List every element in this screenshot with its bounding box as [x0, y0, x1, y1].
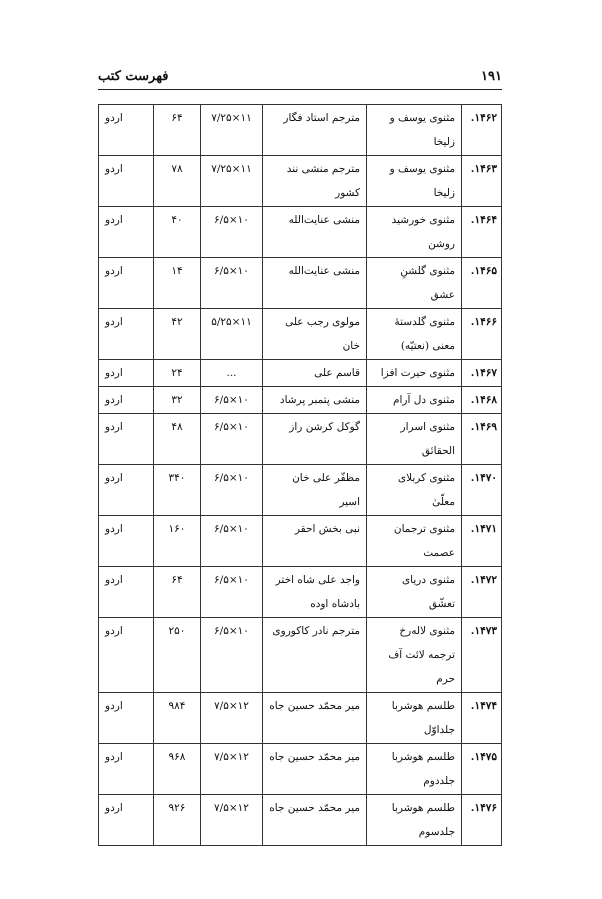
- page-count: ۷۸: [154, 156, 201, 207]
- table-row: [99, 309, 502, 360]
- book-language: اردو: [99, 744, 154, 795]
- page-count: ۴۸: [154, 414, 201, 465]
- page-count: ۳۴۰: [154, 465, 201, 516]
- book-size: ۱۰×۶/۵: [201, 567, 263, 618]
- book-title: مثنوی حیرت افزا: [367, 360, 462, 387]
- entry-number: ۱۴۶۲.: [462, 105, 502, 156]
- book-language: اردو: [99, 309, 154, 360]
- book-author: قاسم علی: [263, 360, 367, 387]
- header-rule: [98, 89, 502, 90]
- table-row: [99, 207, 502, 258]
- table-row: [99, 258, 502, 309]
- page-count: ۹۲۶: [154, 795, 201, 846]
- book-title: مثنوی یوسف و زلیخا: [367, 105, 462, 156]
- entry-number: ۱۴۶۴.: [462, 207, 502, 258]
- book-title: مثنوی لالەرخ ترجمه لائت آف حرم: [367, 618, 462, 693]
- table-row: [99, 414, 502, 465]
- book-author: مترجم استاد فگار: [263, 105, 367, 156]
- book-language: اردو: [99, 795, 154, 846]
- table-row: [99, 465, 502, 516]
- page-title: فهرست کتب: [98, 68, 169, 84]
- book-language: اردو: [99, 567, 154, 618]
- book-author: گوکل کرشن راز: [263, 414, 367, 465]
- catalog-body: [99, 105, 502, 846]
- book-title: مثنوی گلشنِ عشق: [367, 258, 462, 309]
- table-row: [99, 567, 502, 618]
- table-row: [99, 156, 502, 207]
- book-language: اردو: [99, 258, 154, 309]
- table-row: [99, 360, 502, 387]
- book-title: مثنوی اسرار الحقائق: [367, 414, 462, 465]
- page-count: ۶۴: [154, 567, 201, 618]
- book-size: ۱۰×۶/۵: [201, 516, 263, 567]
- page-count: ۳۲: [154, 387, 201, 414]
- book-title: طلسم هوشربا جلداوّل: [367, 693, 462, 744]
- book-size: ۱۱×۷/۲۵: [201, 156, 263, 207]
- book-author: مولوی رجب علی خان: [263, 309, 367, 360]
- book-language: اردو: [99, 105, 154, 156]
- book-size: ۱۰×۶/۵: [201, 258, 263, 309]
- book-title: مثنوی گلدستهٔ معنی (نعتیّه): [367, 309, 462, 360]
- book-language: اردو: [99, 516, 154, 567]
- book-author: مظفّر علی خان اسیر: [263, 465, 367, 516]
- book-author: منشی عنایت‌الله: [263, 258, 367, 309]
- book-language: اردو: [99, 156, 154, 207]
- book-title: طلسم هوشربا جلددوم: [367, 744, 462, 795]
- entry-number: ۱۴۶۸.: [462, 387, 502, 414]
- table-row: [99, 693, 502, 744]
- book-title: مثنوی دریای تعشّق: [367, 567, 462, 618]
- book-language: اردو: [99, 414, 154, 465]
- book-language: اردو: [99, 207, 154, 258]
- entry-number: ۱۴۷۴.: [462, 693, 502, 744]
- table-row: [99, 387, 502, 414]
- table-row: [99, 795, 502, 846]
- book-author: واجد علی شاه اختر بادشاه اوده: [263, 567, 367, 618]
- book-catalog-table: [98, 104, 502, 846]
- entry-number: ۱۴۶۶.: [462, 309, 502, 360]
- book-size: ۱۰×۶/۵: [201, 414, 263, 465]
- book-language: اردو: [99, 618, 154, 693]
- entry-number: ۱۴۷۱.: [462, 516, 502, 567]
- book-author: مترجم نادر کاکوروی: [263, 618, 367, 693]
- book-author: میر محمّد حسین جاه: [263, 795, 367, 846]
- book-size: ۱۰×۶/۵: [201, 387, 263, 414]
- entry-number: ۱۴۶۳.: [462, 156, 502, 207]
- book-size: ۱۰×۶/۵: [201, 207, 263, 258]
- table-row: [99, 744, 502, 795]
- entry-number: ۱۴۷۰.: [462, 465, 502, 516]
- book-title: مثنوی کربلای معلّیٰ: [367, 465, 462, 516]
- book-size: ...: [201, 360, 263, 387]
- page-count: ۶۴: [154, 105, 201, 156]
- book-author: میر محمّد حسین جاه: [263, 693, 367, 744]
- table-row: [99, 516, 502, 567]
- entry-number: ۱۴۷۳.: [462, 618, 502, 693]
- book-title: مثنوی ترجمان عصمت: [367, 516, 462, 567]
- book-title: مثنوی خورشید روشن: [367, 207, 462, 258]
- book-author: منشی عنایت‌الله: [263, 207, 367, 258]
- book-size: ۱۲×۷/۵: [201, 744, 263, 795]
- entry-number: ۱۴۶۷.: [462, 360, 502, 387]
- book-title: مثنوی یوسف و زلیخا: [367, 156, 462, 207]
- book-size: ۱۱×۷/۲۵: [201, 105, 263, 156]
- book-title: طلسم هوشربا جلدسوم: [367, 795, 462, 846]
- page-count: ۲۵۰: [154, 618, 201, 693]
- book-language: اردو: [99, 465, 154, 516]
- entry-number: ۱۴۶۹.: [462, 414, 502, 465]
- page-count: ۹۸۴: [154, 693, 201, 744]
- page-count: ۹۶۸: [154, 744, 201, 795]
- book-author: مترجم منشی نند کشور: [263, 156, 367, 207]
- book-author: منشی پتمبر پرشاد: [263, 387, 367, 414]
- book-size: ۱۰×۶/۵: [201, 618, 263, 693]
- page-number: ۱۹۱: [481, 68, 502, 84]
- page-count: ۱۶۰: [154, 516, 201, 567]
- book-size: ۱۰×۶/۵: [201, 465, 263, 516]
- book-author: میر محمّد حسین جاه: [263, 744, 367, 795]
- book-language: اردو: [99, 693, 154, 744]
- entry-number: ۱۴۷۶.: [462, 795, 502, 846]
- book-title: مثنوی دل آرام: [367, 387, 462, 414]
- table-row: [99, 618, 502, 693]
- entry-number: ۱۴۷۲.: [462, 567, 502, 618]
- page-count: ۴۰: [154, 207, 201, 258]
- page-count: ۱۴: [154, 258, 201, 309]
- book-size: ۱۲×۷/۵: [201, 693, 263, 744]
- page-header: [98, 64, 502, 88]
- book-size: ۱۲×۷/۵: [201, 795, 263, 846]
- book-language: اردو: [99, 360, 154, 387]
- book-size: ۱۱×۵/۲۵: [201, 309, 263, 360]
- entry-number: ۱۴۷۵.: [462, 744, 502, 795]
- page-count: ۴۲: [154, 309, 201, 360]
- book-author: نبی بخش احقر: [263, 516, 367, 567]
- entry-number: ۱۴۶۵.: [462, 258, 502, 309]
- page-count: ۲۴: [154, 360, 201, 387]
- book-language: اردو: [99, 387, 154, 414]
- table-row: [99, 105, 502, 156]
